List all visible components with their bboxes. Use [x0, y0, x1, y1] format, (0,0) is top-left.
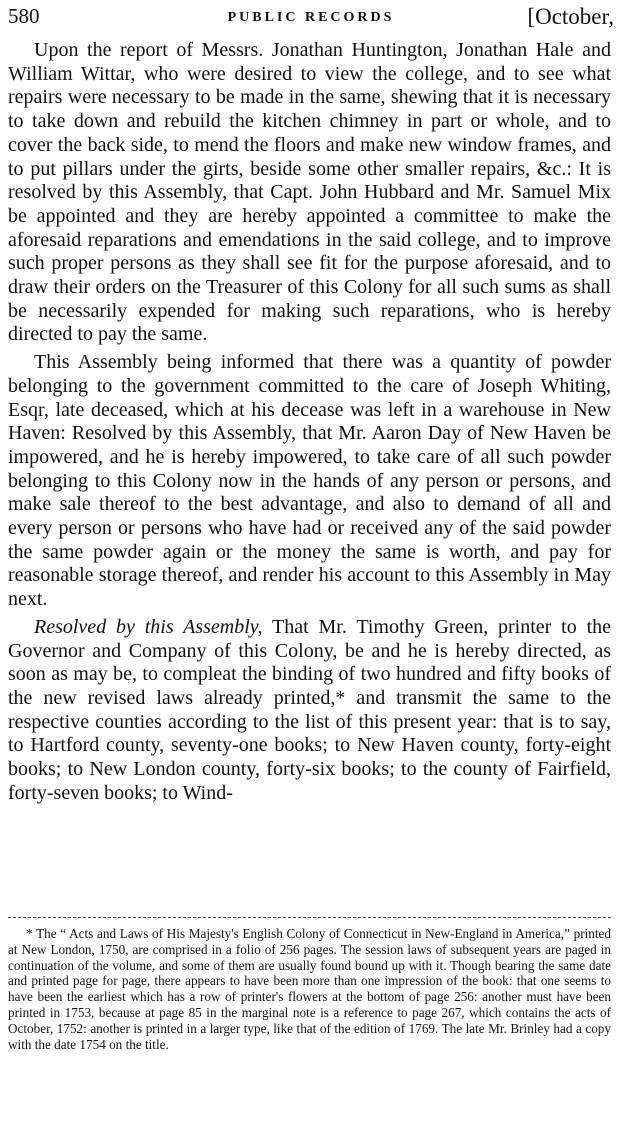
- page-header: [8, 4, 614, 36]
- paragraph-printing-laws-text: That Mr. Timothy Green, printer to the Governor and Company of this Colony, be and he is hereby directed, as soon as may be, to compleat the binding of two hundred and fifty books of the new revised laws already printed,* and transmit the same to the respective counties according to the list of this present year: that is to say, to Hartford county, seventy-one books; to New Haven county, forty-eight books; to New London county, forty-six books; to the county of Fairfield, forty-seven books; to Wind-: [8, 615, 611, 804]
- footnote: * The “ Acts and Laws of His Majesty's English Colony of Connecticut in New-England in America,” printed at New London, 1750, are comprised in a folio of 256 pages. The session laws of subsequent years are paged in continuation of the volume, and some of them are usually found bound up with it. Though bearing the same date and printed page for page, there appears to have been more than one impression of the book: that one seems to have been the earliest which has a row of printer's flowers at the bottom of page 256: another must have been printed in 1753, because at page 85 in the marginal note is a reference to page 267, which contains the acts of October, 1752: another is printed in a larger type, like that of the edition of 1769. The late Mr. Brinley had a copy with the date 1754 on the title.: [8, 926, 611, 1052]
- footnote-separator: [8, 917, 611, 918]
- paragraph-lead-phrase: Resolved by this Assembly,: [34, 615, 263, 638]
- paragraph-printing-laws: [8, 616, 611, 806]
- paragraph-college-repairs: Upon the report of Messrs. Jonathan Huntington, Jonathan Hale and William Wittar, who were desired to view the college, and to see what repairs were necessary to be made in the same, shewing that it is necessary to take down and rebuild the kitchen chimney in part or whole, and to cover the back side, to mend the floors and make new window frames, and to put pillars under the girts, beside some other smaller repairs, &c.: It is resolved by this Assembly, that Capt. John Hubbard and Mr. Samuel Mix be appointed and they are hereby appointed a committee to make the aforesaid reparations and emendations in the said college, and to improve such proper persons as they shall see fit for the purpose aforesaid, and to draw their orders on the Treasurer of this Colony for all such sums as shall be necessarily expended for making such reparations, who is hereby directed to pay the same.: [8, 39, 611, 346]
- paragraph-powder: This Assembly being informed that there was a quantity of powder belonging to the government committed to the care of Joseph Whiting, Esqr, late deceased, which at his decease was left in a warehouse in New Haven: Resolved by this Assembly, that Mr. Aaron Day of New Haven be impowered, and he is hereby impowered, to take care of all such powder belonging to this Colony now in the hands of any person or persons, and make sale thereof to the best advantage, and also to demand of all and every person or persons who have had or received any of the said powder the same powder again or the money the same is worth, and pay for reasonable storage thereof, and render his account to this Assembly in May next.: [8, 351, 611, 611]
- header-date: [October,: [527, 4, 614, 29]
- running-head: PUBLIC RECORDS: [227, 10, 395, 25]
- body-text: [8, 39, 611, 810]
- page-number: 580: [8, 4, 40, 28]
